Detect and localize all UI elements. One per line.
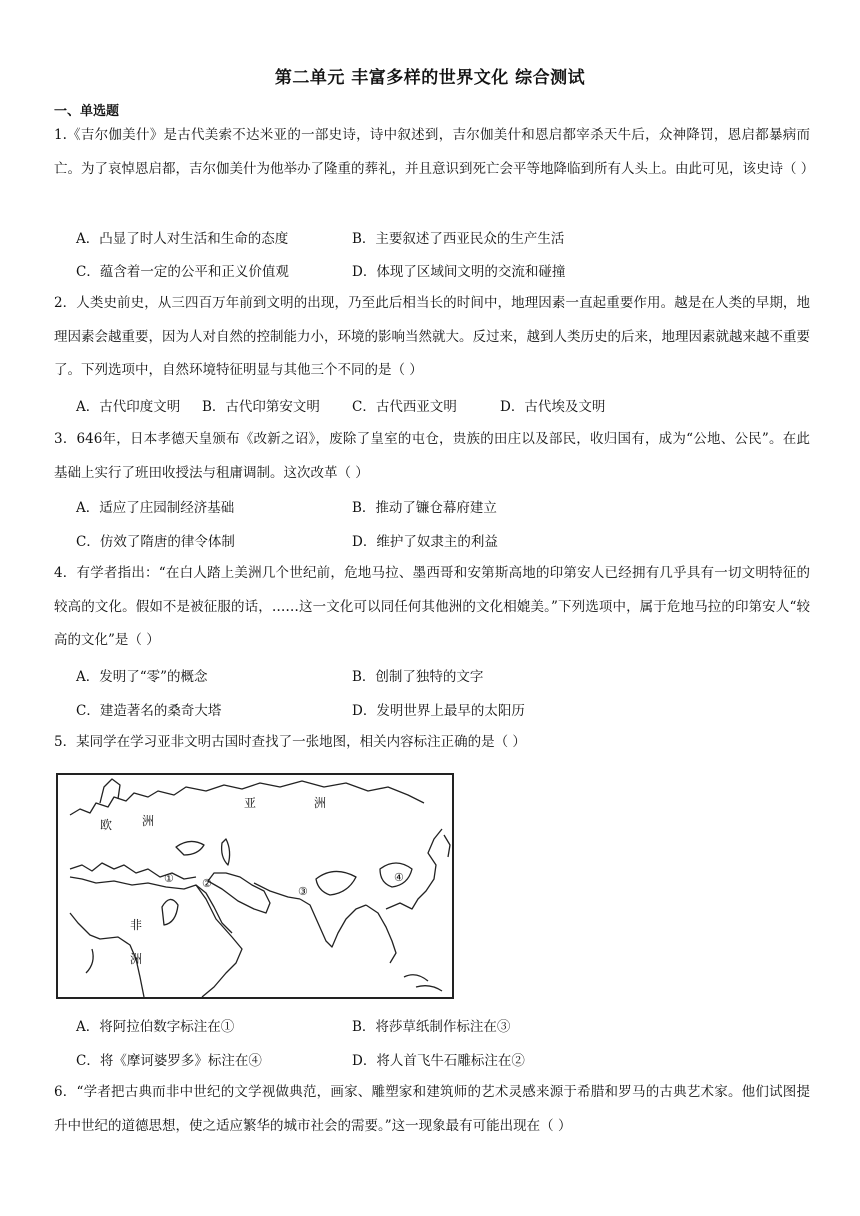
map-label-africa-1: 非 [130,918,143,932]
map-label-europe-2: 洲 [142,814,155,828]
q1-option-c[interactable]: C．蕴含着一定的公平和正义价值观 [76,264,289,280]
question-6-stem: 6．“学者把古典而非中世纪的文学视做典范，画家、雕塑家和建筑师的艺术灵感来源于希腊和罗马的古典艺术家。他们试图提升中世纪的道德思想，使之适应繁华的城市社会的需要。”这一现象最有可能出现在（ ） [54,1084,810,1134]
question-4-stem: 4．有学者指出：“在白人踏上美洲几个世纪前，危地马拉、墨西哥和安第斯高地的印第安人已经拥有几乎具有一切文明特征的较高的文化。假如不是被征服的话，……这一文化可以同任何其他洲的文化相媲美。”下列选项中，属于危地马拉的印第安人“较高的文化”是（ ） [54,565,810,648]
q4-option-d[interactable]: D．发明世界上最早的太阳历 [352,703,525,719]
question-2-stem: 2．人类史前史，从三四百万年前到文明的出现，乃至此后相当长的时间中，地理因素一直起重要作用。越是在人类的早期，地理因素会越重要，因为人对自然的控制能力小，环境的影响当然就大。反过来，越到人类历史的后来，地理因素就越来越不重要了。下列选项中，自然环境特征明显与其他三个不同的是（ ） [54,295,810,378]
question-1-stem: 1.《吉尔伽美什》是古代美索不达米亚的一部史诗，诗中叙述到，吉尔伽美什和恩启都宰杀天牛后，众神降罚，恩启都暴病而亡。为了哀悼恩启都，吉尔伽美什为他举办了隆重的葬礼，并且意识到死亡会平等地降临到所有人头上。由此可见，该史诗（ ） [54,127,815,177]
q5-option-d[interactable]: D．将人首飞牛石雕标注在② [352,1053,525,1069]
q4-option-a[interactable]: A．发明了“零”的概念 [76,669,208,685]
question-5-stem: 5．某同学在学习亚非文明古国时查找了一张地图，相关内容标注正确的是（ ） [54,734,526,750]
q2-option-a[interactable]: A．古代印度文明 [76,399,181,415]
map-label-asia-2: 洲 [314,796,327,810]
q2-option-c[interactable]: C．古代西亚文明 [352,399,457,415]
q3-option-a[interactable]: A．适应了庄园制经济基础 [76,500,235,516]
map-figure [56,773,454,999]
map-label-europe-1: 欧 [100,818,113,832]
q1-option-b[interactable]: B．主要叙述了西亚民众的生产生活 [352,231,565,247]
map-marker-2: ② [202,877,212,890]
q3-option-c[interactable]: C．仿效了隋唐的律令体制 [76,534,235,550]
q1-option-a[interactable]: A．凸显了时人对生活和生命的态度 [76,231,289,247]
q1-option-d[interactable]: D．体现了区域间文明的交流和碰撞 [352,264,566,280]
q2-option-b[interactable]: B．古代印第安文明 [202,399,320,415]
question-3-stem: 3．646年，日本孝德天皇颁布《改新之诏》，废除了皇室的屯仓，贵族的田庄以及部民，收归国有，成为“公地、公民”。在此基础上实行了班田收授法与租庸调制。这次改革（ ） [54,431,810,481]
q5-option-c[interactable]: C．将《摩诃婆罗多》标注在④ [76,1053,262,1069]
q3-option-b[interactable]: B．推动了镰仓幕府建立 [352,500,497,516]
page-title: 第二单元 丰富多样的世界文化 综合测试 [274,68,586,88]
q5-option-a[interactable]: A．将阿拉伯数字标注在① [76,1019,235,1035]
q3-option-d[interactable]: D．维护了奴隶主的利益 [352,534,498,550]
section-heading: 一、单选题 [54,104,120,119]
map-marker-4: ④ [394,871,404,884]
q5-option-b[interactable]: B．将莎草纸制作标注在③ [352,1019,511,1035]
q4-option-b[interactable]: B．创制了独特的文字 [352,669,484,685]
map-marker-1: ① [164,872,174,885]
map-label-africa-2: 洲 [130,952,143,966]
q4-option-c[interactable]: C．建造著名的桑奇大塔 [76,703,222,719]
q2-option-d[interactable]: D．古代埃及文明 [500,399,606,415]
map-label-asia-1: 亚 [244,796,257,810]
map-marker-3: ③ [298,885,308,898]
